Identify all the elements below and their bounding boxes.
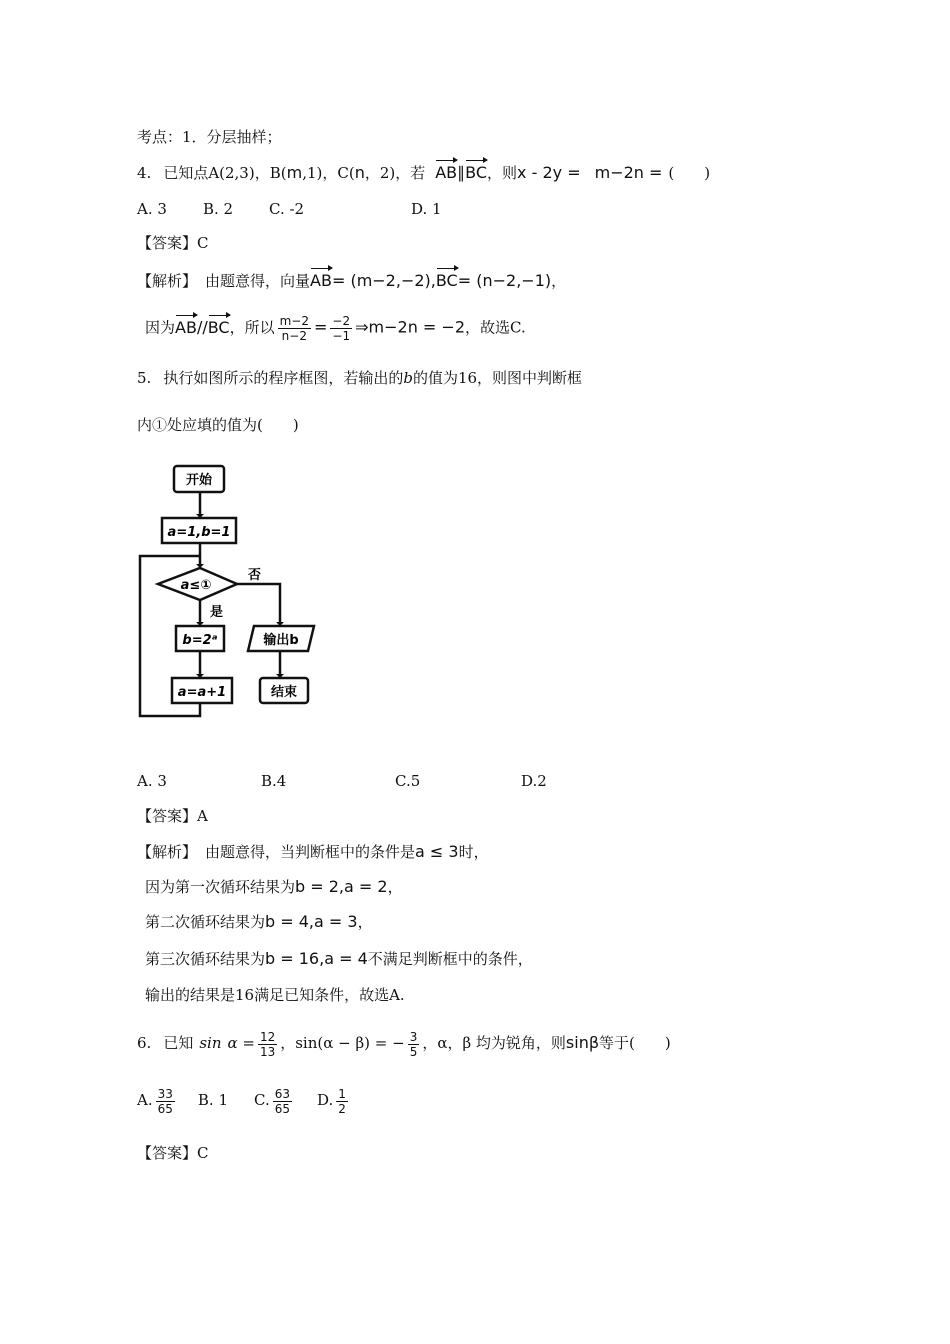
analysis-label: 【解析】 (137, 843, 198, 861)
q5-option-b: B.4 (261, 772, 287, 790)
q5-stem-text: 执行如图所示的程序框图，若输出的 (163, 369, 404, 387)
fraction-denominator: 13 (259, 1044, 276, 1059)
q4-stem (137, 162, 710, 184)
analysis-text: 由题意得，当判断框中的条件是 (205, 843, 416, 861)
kaodian-line: 考点：1．分层抽样； (137, 128, 282, 146)
q4-var-m: m (286, 163, 303, 182)
q6-stem-text: 已知 (163, 1034, 194, 1052)
q4-expr-mn: m−2n = (594, 163, 663, 182)
q5-analysis-line1 (137, 841, 489, 863)
flow-yes-label: 是 (210, 605, 224, 620)
q4-stem-text4: ，则 (487, 164, 518, 182)
q6-stem-text3: ，α，β 均为锐角，则 (422, 1034, 566, 1052)
q4-paren: ( ) (668, 164, 711, 182)
fraction-numerator: 63 (274, 1086, 290, 1101)
analysis-text: 时， (458, 843, 489, 861)
q5-options (137, 770, 547, 792)
answer-label: 【答案】 (137, 234, 198, 252)
flow-cond-label: a≤① (180, 578, 212, 593)
q4-analysis-line2 (145, 314, 526, 343)
q6-stem-text2: ，sin(α − β) = − (280, 1034, 405, 1052)
flow-start-label: 开始 (185, 473, 213, 488)
fraction-denominator: 65 (157, 1101, 173, 1116)
flow-no-label: 否 (248, 568, 262, 583)
analysis-math: // (196, 317, 208, 337)
arrow-line (237, 584, 280, 626)
q6-option-c-label: C. (254, 1091, 270, 1109)
answer-value: A (197, 807, 208, 825)
q5-number: 5. (137, 369, 152, 387)
q4-option-d: D. 1 (411, 200, 442, 218)
parallel-symbol: ∥ (457, 163, 466, 182)
fraction-numerator: 12 (259, 1029, 276, 1044)
vector-bc: BC (465, 163, 488, 182)
analysis-label: 【解析】 (137, 272, 198, 290)
analysis-text: 由题意得，向量 (205, 272, 311, 290)
q5-option-d: D.2 (521, 772, 547, 790)
answer-label: 【答案】 (137, 1144, 198, 1162)
q5-stem (137, 367, 582, 389)
q4-analysis-line1 (137, 270, 566, 292)
analysis-math: b = 16,a = 4 (265, 949, 368, 968)
q5-stem-line2: 内①处应填的值为( ) (137, 416, 299, 434)
vector-bc: BC (207, 317, 230, 337)
program-flowchart (134, 458, 334, 720)
q6-options (137, 1082, 351, 1118)
q5-answer (137, 805, 208, 827)
fraction-numerator: 1 (338, 1086, 346, 1101)
q4-options (137, 198, 442, 220)
analysis-math: = (n−2,−1) (457, 271, 552, 290)
answer-value: C (197, 1144, 209, 1162)
q6-stem-text4: 等于( ) (599, 1034, 671, 1052)
flow-assign-a-label: a=a+1 (177, 685, 227, 700)
q5-analysis-line2 (145, 876, 403, 898)
analysis-math: a ≤ 3 (415, 842, 459, 861)
q5-stem-text2: 的值为16，则图中判断框 (412, 369, 583, 387)
analysis-text: 第二次循环结果为 (145, 913, 266, 931)
analysis-math: b = 4,a = 3 (265, 912, 358, 931)
q6-option-a-fraction (156, 1087, 175, 1116)
q6-option-d-label: D. (317, 1091, 334, 1109)
analysis-text: 第三次循环结果为 (145, 950, 266, 968)
vector-ab: AB (435, 163, 458, 182)
q6-option-b: B. 1 (197, 1091, 228, 1109)
q5-var-b: b (403, 369, 413, 387)
q5-option-a: A. 3 (137, 772, 167, 790)
q6-number: 6. (137, 1034, 152, 1052)
vector-ab: AB (310, 271, 332, 290)
q6-stem (137, 1024, 671, 1062)
q5-analysis-line3 (145, 911, 373, 933)
fraction-numerator: 3 (409, 1029, 418, 1044)
answer-value: C (197, 234, 209, 252)
answer-label: 【答案】 (137, 807, 198, 825)
q4-number: 4. (137, 164, 152, 182)
q6-option-c-fraction (273, 1087, 292, 1116)
flow-assign-b-label: b=2ᵃ (182, 633, 218, 648)
q4-expr-xy: x - 2y = (517, 163, 581, 182)
fraction-denominator: n−2 (281, 329, 307, 343)
fraction-numerator: −2 (332, 314, 351, 328)
analysis-text: ， (551, 272, 567, 290)
analysis-text: 因为 (145, 318, 176, 337)
analysis-text: 因为第一次循环结果为 (145, 878, 296, 896)
analysis-text: ， (387, 878, 403, 896)
q6-sin-beta: sinβ (565, 1033, 600, 1052)
analysis-math: = (m−2,−2), (331, 271, 436, 290)
fraction-denominator: 5 (409, 1044, 418, 1059)
analysis-text: ，故选C. (465, 318, 526, 337)
q4-option-c: C. -2 (269, 200, 305, 218)
q4-option-b: B. 2 (203, 200, 234, 218)
fraction (258, 1030, 277, 1059)
q4-option-a: A. 3 (137, 200, 167, 218)
analysis-math: b = 2,a = 2 (295, 877, 388, 896)
q6-option-a-label: A. (137, 1091, 153, 1109)
q5-analysis-line4 (145, 948, 533, 970)
q5-analysis-line5: 输出的结果是16满足已知条件，故选A. (145, 986, 405, 1004)
fraction-numerator: m−2 (279, 314, 309, 328)
fraction (278, 314, 311, 343)
q4-var-n: n (354, 163, 365, 182)
fraction-numerator: 33 (157, 1086, 173, 1101)
vector-bc: BC (435, 271, 458, 290)
q4-answer (137, 232, 209, 254)
q4-stem-text3: ，2)，若 (364, 164, 426, 182)
q4-stem-text: 已知点A(2,3)，B( (163, 164, 287, 182)
analysis-math: ⇒m−2n = −2 (355, 317, 465, 337)
analysis-text: ，所以 (229, 318, 275, 337)
flow-init-label: a=1,b=1 (167, 525, 231, 540)
analysis-text: 不满足判断框中的条件， (367, 950, 533, 968)
vector-ab: AB (175, 317, 197, 337)
fraction (330, 314, 352, 343)
analysis-text: ， (357, 913, 373, 931)
q6-alpha: α = (227, 1034, 255, 1052)
fraction-denominator: 65 (274, 1101, 290, 1116)
fraction-denominator: −1 (332, 329, 351, 343)
q4-stem-text2: ,1)，C( (302, 164, 355, 182)
flow-end-label: 结束 (270, 685, 298, 700)
q6-option-d-fraction (336, 1087, 348, 1116)
q6-answer (137, 1142, 209, 1164)
q5-option-c: C.5 (395, 772, 421, 790)
equals-sign: = (314, 317, 328, 337)
fraction-denominator: 2 (338, 1101, 346, 1116)
q6-sin: sin (199, 1034, 222, 1052)
fraction (408, 1030, 420, 1059)
flow-output-label: 输出b (263, 633, 299, 648)
